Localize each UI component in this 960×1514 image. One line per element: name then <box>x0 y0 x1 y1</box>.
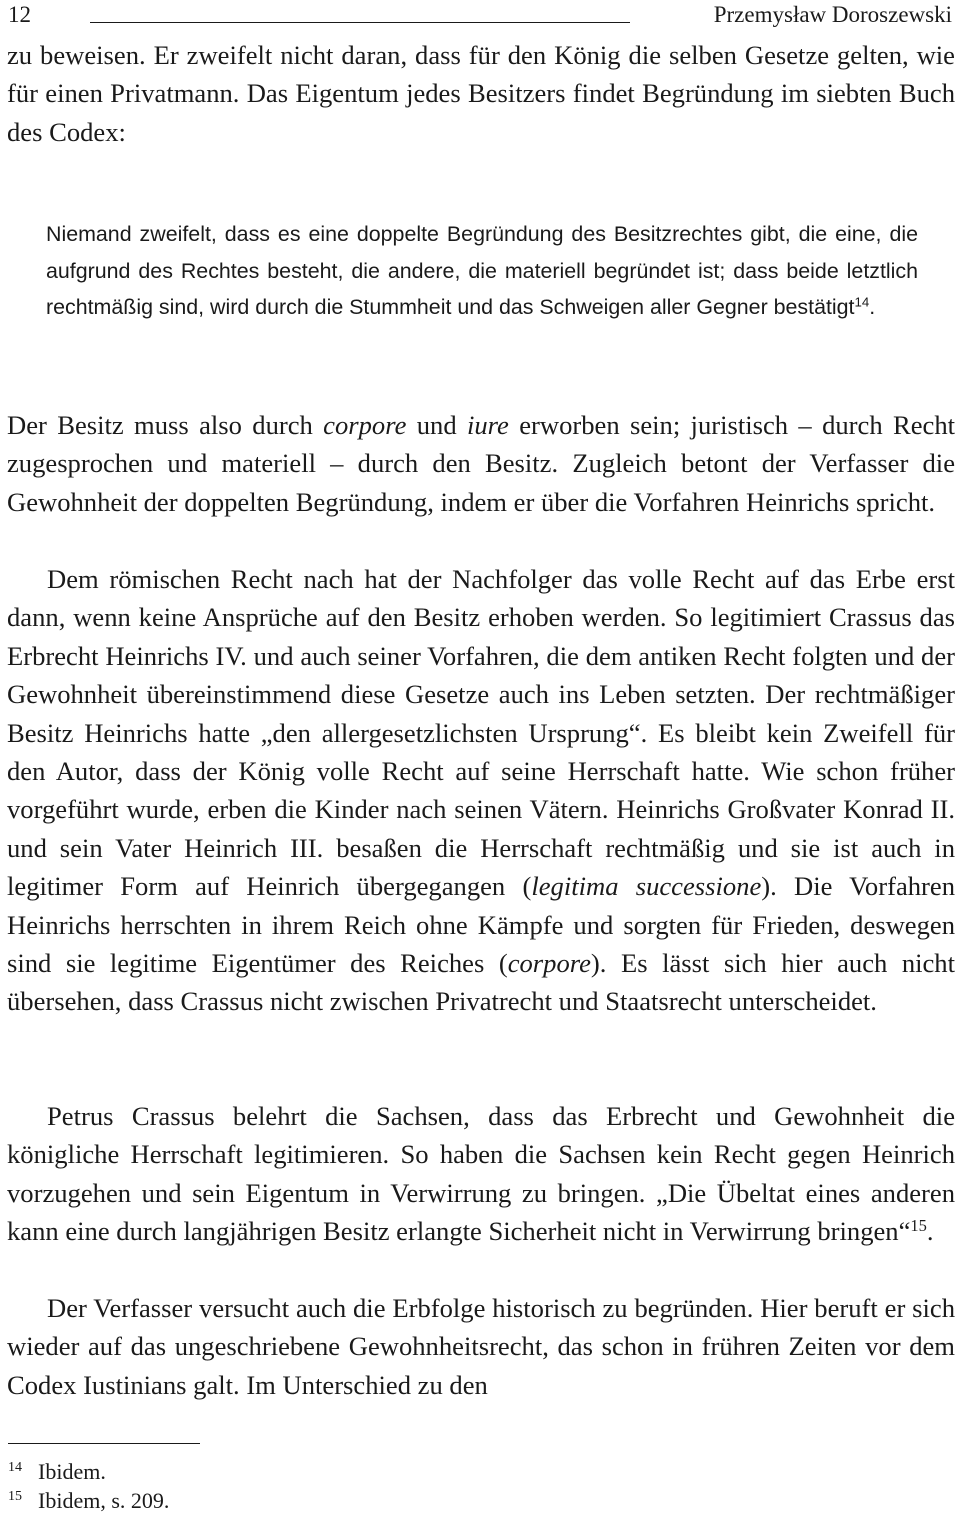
footnote-ref-15[interactable]: 15 <box>910 1216 927 1236</box>
p1-term-corpore: corpore <box>323 410 407 440</box>
footnote-number: 14 <box>8 1460 22 1475</box>
p1-text-c: erworben sein; juristisch – durch Recht zugesprochen und materiell – durch den Besitz. Zugleich betont der Verfasser die Gewohnheit der doppelten Begründung, indem er über die Vorfahren Heinrichs spricht. <box>7 410 956 517</box>
paragraph-3 <box>7 1097 955 1251</box>
p1-text-b: und <box>406 410 467 440</box>
footnote-ref-14[interactable]: 14 <box>854 294 870 310</box>
footnote-rule <box>8 1443 200 1444</box>
p3-text: Petrus Crassus belehrt die Sachsen, dass das Erbrecht und Gewohnheit die königliche Herrschaft legitimieren. So haben die Sachsen kein Recht gegen Heinrich vorzugehen und sein Eigentum in Verwirrung zu bringen. „Die Übeltat eines anderen kann eine durch langjährigen Besitz erlangte Sicherheit nicht in Verwirrung bringen“ <box>7 1101 955 1247</box>
footnote-text: Ibidem. <box>38 1459 106 1484</box>
footnote-14 <box>8 1455 106 1485</box>
footnote-15 <box>8 1484 169 1514</box>
p3-end: . <box>926 1216 934 1247</box>
footnote-number: 15 <box>8 1489 22 1504</box>
running-head-author: Przemysław Doroszewski <box>713 2 952 27</box>
footnote-text: Ibidem, s. 209. <box>38 1488 170 1513</box>
p2-term-legitima: legitima successione <box>531 871 762 902</box>
p2-term-corpore: corpore <box>507 948 591 979</box>
p2-text-c: ). Es lässt sich hier auch nicht übersehen, dass Crassus nicht zwischen Privatrecht und Staatsrecht unterscheidet. <box>7 948 955 1017</box>
header-rule <box>90 22 630 23</box>
paragraph-2 <box>7 560 955 1021</box>
p1-text-a: Der Besitz muss also durch <box>7 410 324 440</box>
intro-paragraph: zu beweisen. Er zweifelt nicht daran, dass für den König die selben Gesetze gelten, wie für einen Privatmann. Das Eigentum jedes Besitzers findet Begründung im siebten Buch des Codex: <box>7 40 955 147</box>
quote-text: Niemand zweifelt, dass es eine doppelte Begründung des Besitzrechtes gibt, die eine, die aufgrund des Rechtes besteht, die andere, die materiell begründet ist; dass beide letztlich rechtmäßig sind, wird durch die Stummheit und das Schweigen aller Gegner bestätigt <box>46 222 918 319</box>
p2-text-a: Dem römischen Recht nach hat der Nachfolger das volle Recht auf das Erbe erst dann, wenn keine Ansprüche auf den Besitz erhoben werden. So legitimiert Crassus das Erbrecht Heinrichs IV. und auch seiner Vorfahren, die dem antiken Recht folgten und der Gewohnheit übereinstimmend diese Gesetze auch ins Leben setzten. Der rechtmäßiger Besitz Heinrichs hatte „den allergesetzlichsten Ursprung“. Es bleibt kein Zweifell für den Autor, dass der König volle Recht auf seine Herrschaft hatte. Wie schon früher vorgeführt wurde, erben die Kinder nach seinen Vätern. Heinrichs Großvater Konrad II. und sein Vater Heinrich III. besaßen die Herrschaft rechtmäßig und sie ist auch in legitimer Form auf Heinrich übergegangen ( <box>7 564 955 902</box>
paragraph-4: Der Verfasser versucht auch die Erbfolge historisch zu begründen. Hier beruft er sich wieder auf das ungeschriebene Gewohnheitsrecht, das schon in frühren Zeiten vor dem Codex Iustinians galt. Im Unterschied zu den <box>7 1293 955 1400</box>
paragraph-1 <box>7 406 955 521</box>
quote-end: . <box>869 295 876 319</box>
page-number: 12 <box>8 2 31 27</box>
block-quote <box>46 216 918 326</box>
p2-text-b: ). Die Vorfahren Heinrichs herrschten in ihrem Reich ohne Kämpfe und sorgten für Frieden, deswegen sind sie legitime Eigentümer des Reiches ( <box>7 871 955 979</box>
p1-term-iure: iure <box>467 410 509 440</box>
page-header <box>8 0 952 34</box>
